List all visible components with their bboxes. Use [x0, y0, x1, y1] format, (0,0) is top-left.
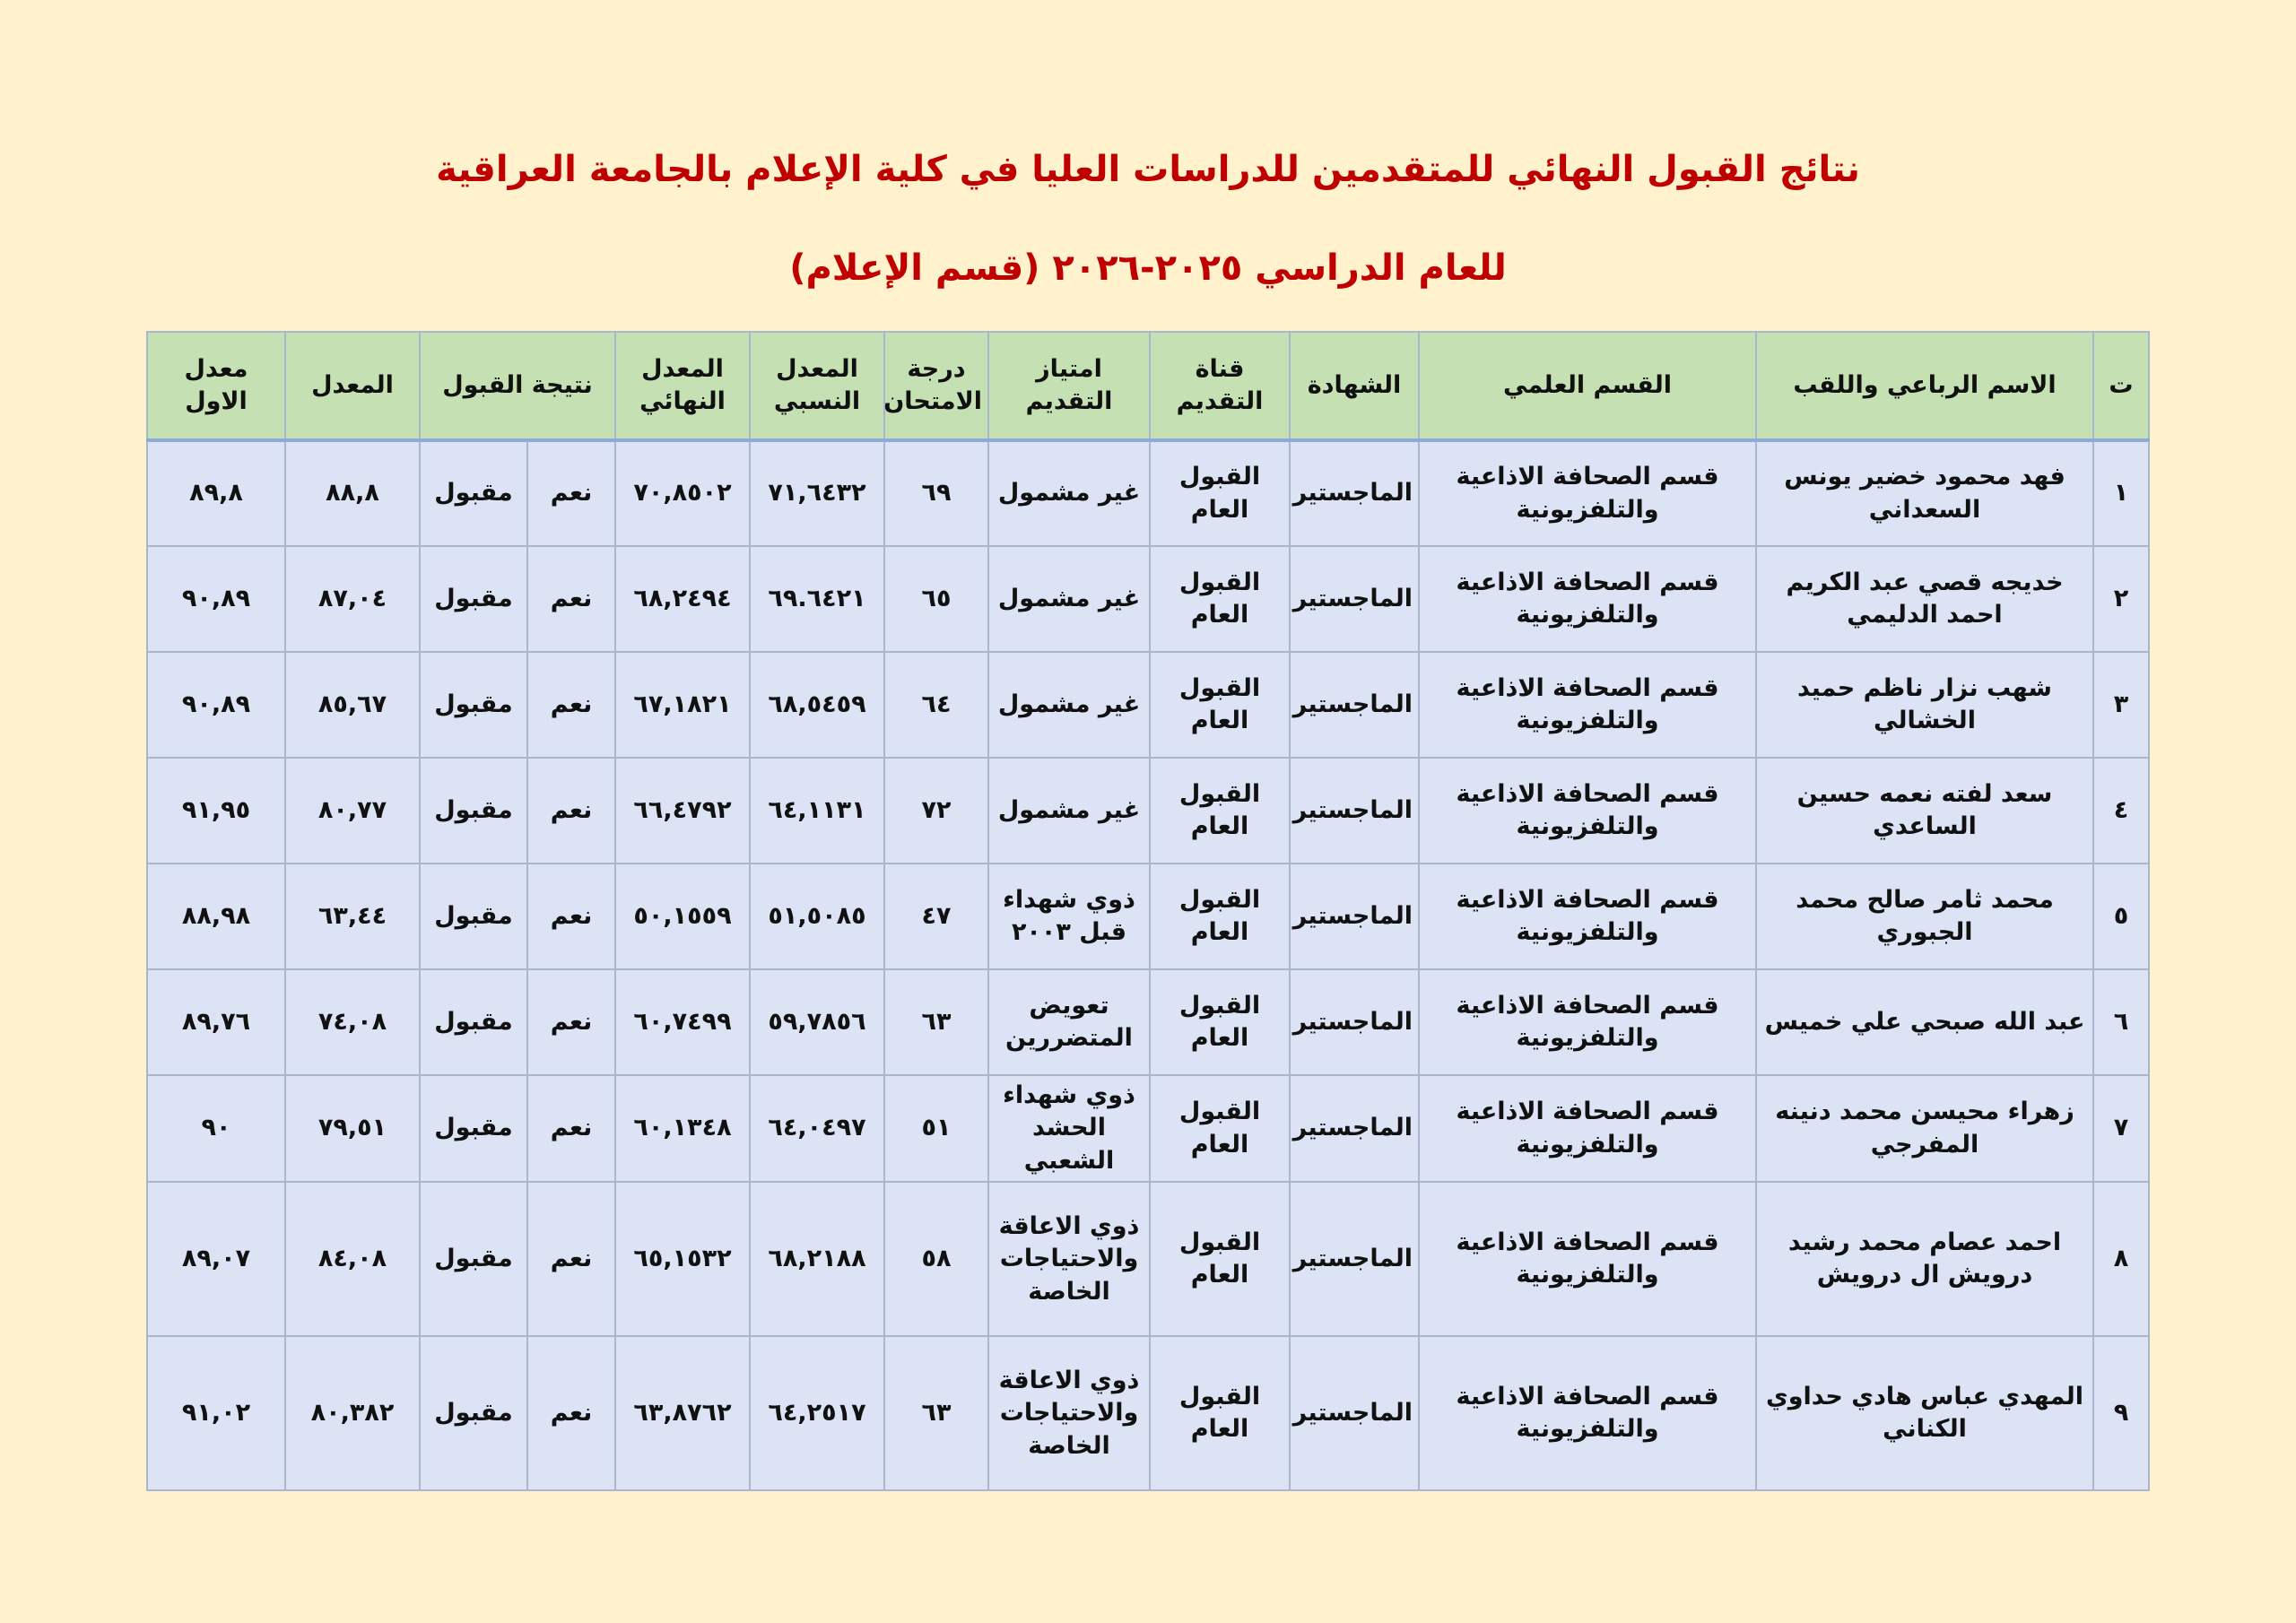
header-exam-score: درجة الامتحان: [884, 332, 988, 440]
cell-seq: ٣: [2093, 652, 2149, 758]
cell-relative-avg: ٦٨,٥٤٥٩: [750, 652, 884, 758]
cell-result-yes: نعم: [527, 864, 615, 969]
cell-department: قسم الصحافة الاذاعية والتلفزيونية: [1419, 969, 1756, 1075]
cell-first-avg: ٩٠: [147, 1075, 285, 1182]
cell-department: قسم الصحافة الاذاعية والتلفزيونية: [1419, 758, 1756, 864]
cell-gpa: ٨٠,٧٧: [285, 758, 420, 864]
header-first-avg: معدل الاول: [147, 332, 285, 440]
header-result: نتيجة القبول: [420, 332, 615, 440]
cell-name: احمد عصام محمد رشيد درويش ال درويش: [1756, 1182, 2093, 1336]
cell-relative-avg: ٦٤,٠٤٩٧: [750, 1075, 884, 1182]
cell-name: سعد لفته نعمه حسين الساعدي: [1756, 758, 2093, 864]
page-title: نتائج القبول النهائي للمتقدمين للدراسات العليا في كلية الإعلام بالجامعة العراقية: [436, 149, 1860, 190]
cell-degree: الماجستير: [1290, 864, 1419, 969]
cell-result-yes: نعم: [527, 440, 615, 546]
header-relative-avg: المعدل النسبي: [750, 332, 884, 440]
cell-degree: الماجستير: [1290, 652, 1419, 758]
cell-result-accepted: مقبول: [420, 652, 527, 758]
cell-first-avg: ٩١,٩٥: [147, 758, 285, 864]
cell-final-avg: ٦٠,١٣٤٨: [615, 1075, 750, 1182]
cell-exam-score: ٦٩: [884, 440, 988, 546]
cell-exam-score: ٦٣: [884, 969, 988, 1075]
cell-exam-score: ٦٣: [884, 1336, 988, 1490]
table-row: [147, 652, 2149, 758]
header-degree: الشهادة: [1290, 332, 1419, 440]
cell-department: قسم الصحافة الاذاعية والتلفزيونية: [1419, 1336, 1756, 1490]
cell-seq: ٢: [2093, 546, 2149, 652]
cell-result-accepted: مقبول: [420, 864, 527, 969]
cell-first-avg: ٨٩,٨: [147, 440, 285, 546]
cell-privilege: ذوي شهداء قبل ٢٠٠٣: [988, 864, 1150, 969]
cell-name: خديجه قصي عبد الكريم احمد الدليمي: [1756, 546, 2093, 652]
cell-seq: ١: [2093, 440, 2149, 546]
table-body: [147, 440, 2149, 1490]
cell-final-avg: ٦٧,١٨٢١: [615, 652, 750, 758]
cell-first-avg: ٨٩,٧٦: [147, 969, 285, 1075]
cell-degree: الماجستير: [1290, 1336, 1419, 1490]
cell-department: قسم الصحافة الاذاعية والتلفزيونية: [1419, 1075, 1756, 1182]
cell-channel: القبول العام: [1150, 969, 1290, 1075]
cell-gpa: ٧٤,٠٨: [285, 969, 420, 1075]
cell-channel: القبول العام: [1150, 758, 1290, 864]
cell-degree: الماجستير: [1290, 1182, 1419, 1336]
cell-name: شهب نزار ناظم حميد الخشالي: [1756, 652, 2093, 758]
cell-result-accepted: مقبول: [420, 1075, 527, 1182]
cell-final-avg: ٦٨,٢٤٩٤: [615, 546, 750, 652]
cell-result-accepted: مقبول: [420, 969, 527, 1075]
cell-privilege: تعويض المتضررين: [988, 969, 1150, 1075]
cell-department: قسم الصحافة الاذاعية والتلفزيونية: [1419, 546, 1756, 652]
header-channel: قناة التقديم: [1150, 332, 1290, 440]
cell-gpa: ٨٨,٨: [285, 440, 420, 546]
cell-final-avg: ٦٥,١٥٣٢: [615, 1182, 750, 1336]
cell-degree: الماجستير: [1290, 1075, 1419, 1182]
table-row: [147, 1075, 2149, 1182]
cell-privilege: غير مشمول: [988, 758, 1150, 864]
cell-final-avg: ٦٦,٤٧٩٢: [615, 758, 750, 864]
cell-degree: الماجستير: [1290, 546, 1419, 652]
cell-channel: القبول العام: [1150, 1075, 1290, 1182]
cell-final-avg: ٦٣,٨٧٦٢: [615, 1336, 750, 1490]
cell-department: قسم الصحافة الاذاعية والتلفزيونية: [1419, 652, 1756, 758]
cell-result-accepted: مقبول: [420, 758, 527, 864]
cell-gpa: ٦٣,٤٤: [285, 864, 420, 969]
cell-department: قسم الصحافة الاذاعية والتلفزيونية: [1419, 864, 1756, 969]
page-subtitle: للعام الدراسي ٢٠٢٥-٢٠٢٦ (قسم الإعلام): [789, 247, 1507, 289]
cell-seq: ٤: [2093, 758, 2149, 864]
cell-gpa: ٧٩,٥١: [285, 1075, 420, 1182]
cell-channel: القبول العام: [1150, 440, 1290, 546]
cell-seq: ٥: [2093, 864, 2149, 969]
cell-gpa: ٨٧,٠٤: [285, 546, 420, 652]
table-header-row: [147, 332, 2149, 440]
table-row: [147, 1336, 2149, 1490]
cell-seq: ٦: [2093, 969, 2149, 1075]
cell-result-accepted: مقبول: [420, 1182, 527, 1336]
header-name: الاسم الرباعي واللقب: [1756, 332, 2093, 440]
table-row: [147, 440, 2149, 546]
cell-relative-avg: ٦٨,٢١٨٨: [750, 1182, 884, 1336]
cell-gpa: ٨٠,٣٨٢: [285, 1336, 420, 1490]
cell-channel: القبول العام: [1150, 1182, 1290, 1336]
cell-exam-score: ٦٥: [884, 546, 988, 652]
cell-degree: الماجستير: [1290, 969, 1419, 1075]
cell-privilege: غير مشمول: [988, 652, 1150, 758]
cell-exam-score: ٤٧: [884, 864, 988, 969]
cell-first-avg: ٨٩,٠٧: [147, 1182, 285, 1336]
cell-gpa: ٨٤,٠٨: [285, 1182, 420, 1336]
cell-first-avg: ٩١,٠٢: [147, 1336, 285, 1490]
cell-name: عبد الله صبحي علي خميس: [1756, 969, 2093, 1075]
cell-channel: القبول العام: [1150, 546, 1290, 652]
cell-exam-score: ٥٨: [884, 1182, 988, 1336]
table-row: [147, 1182, 2149, 1336]
cell-privilege: ذوي شهداء الحشد الشعبي: [988, 1075, 1150, 1182]
cell-first-avg: ٨٨,٩٨: [147, 864, 285, 969]
cell-relative-avg: ٦٤,٢٥١٧: [750, 1336, 884, 1490]
header-gpa: المعدل: [285, 332, 420, 440]
cell-result-yes: نعم: [527, 1336, 615, 1490]
cell-result-accepted: مقبول: [420, 546, 527, 652]
cell-exam-score: ٧٢: [884, 758, 988, 864]
cell-gpa: ٨٥,٦٧: [285, 652, 420, 758]
cell-name: زهراء محيسن محمد دنينه المفرجي: [1756, 1075, 2093, 1182]
table-row: [147, 546, 2149, 652]
cell-relative-avg: ٥١,٥٠٨٥: [750, 864, 884, 969]
cell-final-avg: ٦٠,٧٤٩٩: [615, 969, 750, 1075]
cell-channel: القبول العام: [1150, 652, 1290, 758]
table-row: [147, 969, 2149, 1075]
header-department: القسم العلمي: [1419, 332, 1756, 440]
cell-privilege: ذوي الاعاقة والاحتياجات الخاصة: [988, 1336, 1150, 1490]
cell-seq: ٨: [2093, 1182, 2149, 1336]
cell-final-avg: ٧٠,٨٥٠٢: [615, 440, 750, 546]
cell-relative-avg: ٧١,٦٤٣٢: [750, 440, 884, 546]
cell-result-yes: نعم: [527, 546, 615, 652]
cell-exam-score: ٦٤: [884, 652, 988, 758]
cell-seq: ٩: [2093, 1336, 2149, 1490]
cell-privilege: ذوي الاعاقة والاحتياجات الخاصة: [988, 1182, 1150, 1336]
header-privilege: امتياز التقديم: [988, 332, 1150, 440]
cell-relative-avg: ٦٩.٦٤٢١: [750, 546, 884, 652]
cell-department: قسم الصحافة الاذاعية والتلفزيونية: [1419, 1182, 1756, 1336]
cell-result-accepted: مقبول: [420, 440, 527, 546]
cell-name: فهد محمود خضير يونس السعداني: [1756, 440, 2093, 546]
cell-name: محمد ثامر صالح محمد الجبوري: [1756, 864, 2093, 969]
header-seq: ت: [2093, 332, 2149, 440]
cell-name: المهدي عباس هادي حداوي الكناني: [1756, 1336, 2093, 1490]
cell-final-avg: ٥٠,١٥٥٩: [615, 864, 750, 969]
cell-result-yes: نعم: [527, 758, 615, 864]
cell-result-yes: نعم: [527, 652, 615, 758]
header-final-avg: المعدل النهائي: [615, 332, 750, 440]
cell-privilege: غير مشمول: [988, 546, 1150, 652]
cell-first-avg: ٩٠,٨٩: [147, 652, 285, 758]
cell-relative-avg: ٦٤,١١٣١: [750, 758, 884, 864]
cell-result-yes: نعم: [527, 1182, 615, 1336]
cell-channel: القبول العام: [1150, 864, 1290, 969]
cell-degree: الماجستير: [1290, 440, 1419, 546]
cell-channel: القبول العام: [1150, 1336, 1290, 1490]
cell-first-avg: ٩٠,٨٩: [147, 546, 285, 652]
cell-degree: الماجستير: [1290, 758, 1419, 864]
cell-relative-avg: ٥٩,٧٨٥٦: [750, 969, 884, 1075]
results-table: [146, 331, 2150, 1491]
cell-result-yes: نعم: [527, 969, 615, 1075]
cell-department: قسم الصحافة الاذاعية والتلفزيونية: [1419, 440, 1756, 546]
cell-seq: ٧: [2093, 1075, 2149, 1182]
cell-result-yes: نعم: [527, 1075, 615, 1182]
cell-exam-score: ٥١: [884, 1075, 988, 1182]
table-row: [147, 758, 2149, 864]
table-row: [147, 864, 2149, 969]
cell-result-accepted: مقبول: [420, 1336, 527, 1490]
cell-privilege: غير مشمول: [988, 440, 1150, 546]
